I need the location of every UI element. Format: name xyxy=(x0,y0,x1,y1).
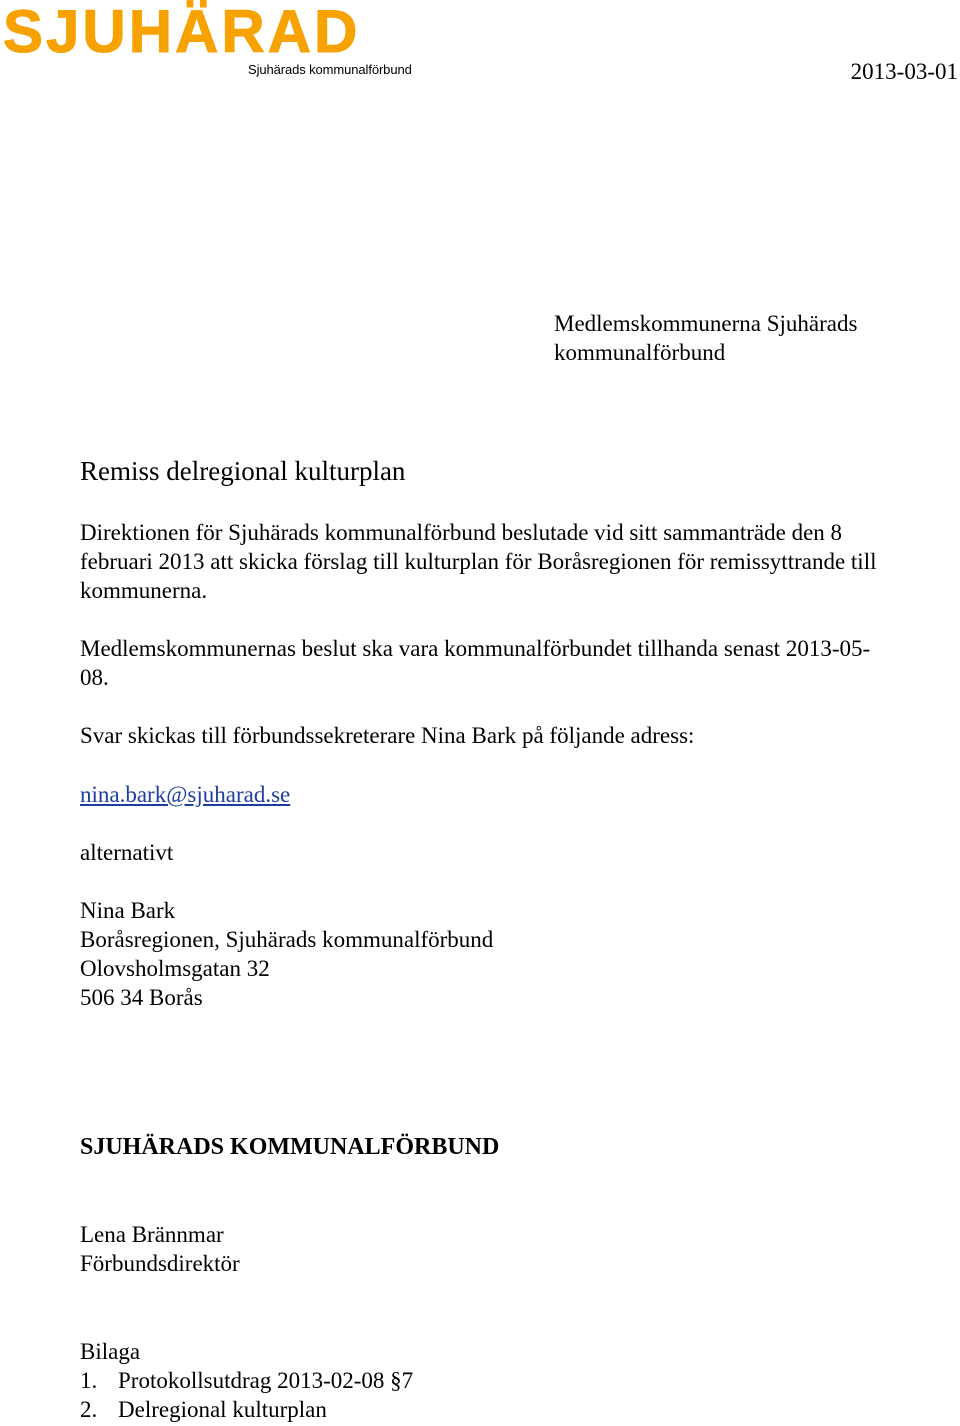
body-line: 08. xyxy=(80,665,109,690)
body-line: Medlemskommunernas beslut ska vara kommunalförbundet tillhanda senast 2013-05- xyxy=(80,636,871,661)
logo-wordmark: SJUHÄRAD xyxy=(3,0,361,65)
letter-title: Remiss delregional kulturplan xyxy=(80,456,406,486)
address-street: Olovsholmsgatan 32 xyxy=(80,956,270,981)
list-item-text: Protokollsutdrag 2013-02-08 §7 xyxy=(118,1368,414,1393)
list-item-number: 2. xyxy=(80,1397,98,1422)
body-paragraph-2 xyxy=(80,634,870,692)
address-org: Boråsregionen, Sjuhärads kommunalförbund xyxy=(80,927,494,952)
recipient-line-1: Medlemskommunerna Sjuhärads xyxy=(554,311,858,336)
body-line: Direktionen för Sjuhärads kommunalförbund beslutade vid sitt sammanträde den 8 xyxy=(80,520,843,545)
attachments-heading: Bilaga xyxy=(80,1339,141,1364)
address-name: Nina Bark xyxy=(80,898,176,923)
letter-date: 2013-03-01 xyxy=(850,59,958,84)
list-item xyxy=(80,1366,413,1395)
body-line: kommunerna. xyxy=(80,578,208,603)
signature-organization: SJUHÄRADS KOMMUNALFÖRBUND xyxy=(80,1134,500,1160)
recipient-block xyxy=(554,309,857,367)
list-item-number: 1. xyxy=(80,1368,98,1393)
email-link[interactable]: nina.bark@sjuharad.se xyxy=(80,782,291,807)
list-item-text: Delregional kulturplan xyxy=(118,1397,327,1422)
signer-role: Förbundsdirektör xyxy=(80,1251,240,1276)
postal-address xyxy=(80,896,493,1012)
body-paragraph-1 xyxy=(80,518,876,605)
signer-name: Lena Brännmar xyxy=(80,1222,224,1247)
list-item xyxy=(80,1395,413,1424)
attachments-list xyxy=(80,1337,413,1424)
address-postal: 506 34 Borås xyxy=(80,985,203,1010)
signer-block xyxy=(80,1220,240,1278)
sjuharad-logo xyxy=(0,0,430,82)
alternative-text: alternativt xyxy=(80,840,174,865)
logo-subline: Sjuhärads kommunalförbund xyxy=(248,62,412,77)
recipient-line-2: kommunalförbund xyxy=(554,340,726,365)
body-line: februari 2013 att skicka förslag till kulturplan för Boråsregionen för remissyttrande till xyxy=(80,549,877,574)
body-paragraph-3: Svar skickas till förbundssekreterare Nina Bark på följande adress: xyxy=(80,723,695,748)
